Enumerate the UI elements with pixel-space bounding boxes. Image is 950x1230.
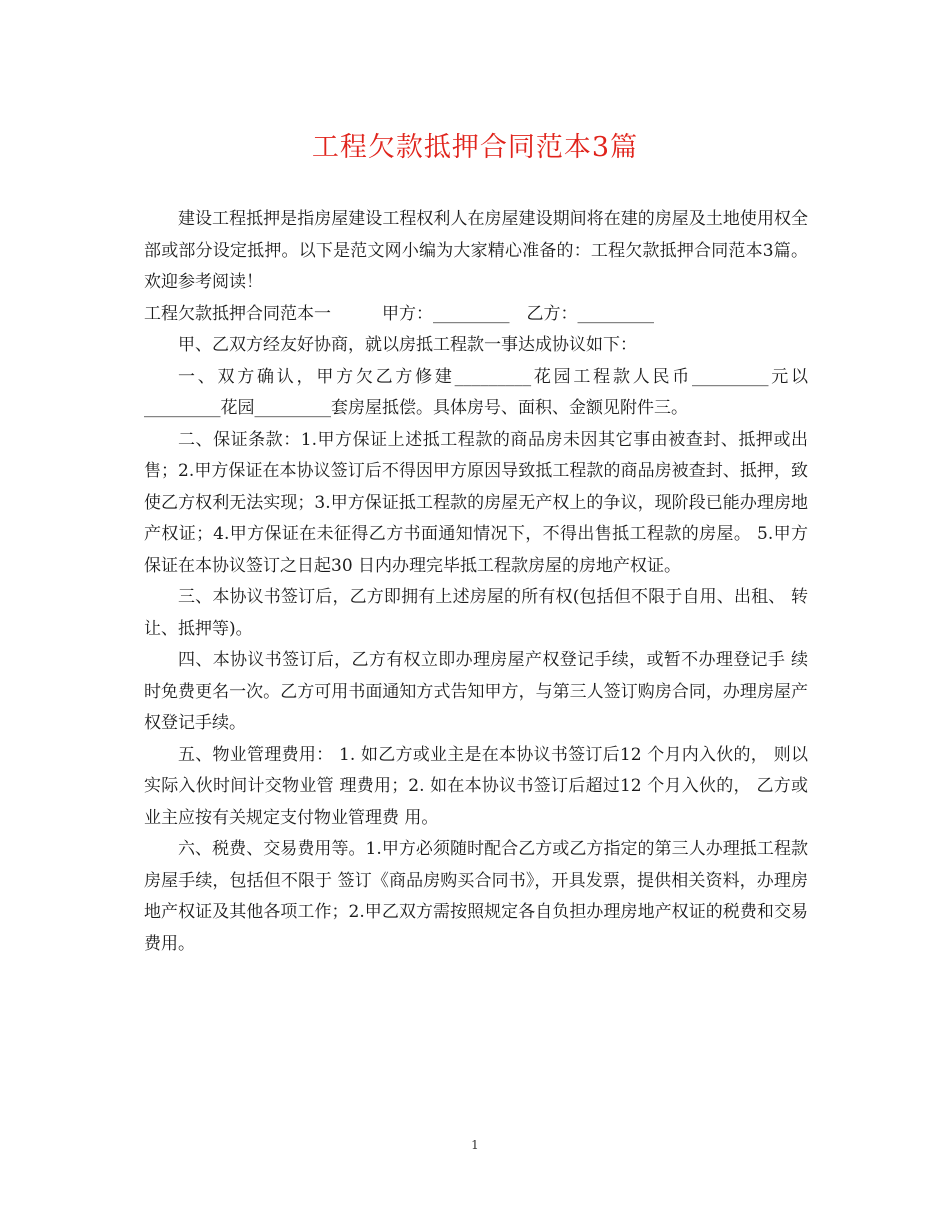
document-body <box>144 204 808 960</box>
clause-1: 一、双方确认，甲方欠乙方修建_________花园工程款人民币_________元以_________花园_________套房屋抵偿。具体房号、面积、金额见附件三。 <box>144 366 808 418</box>
agreement-preamble: 甲、乙双方经友好协商，就以房抵工程款一事达成协议如下： <box>178 335 637 355</box>
clause-5: 五、物业管理费用： 1. 如乙方或业主是在本协议书签订后12 个月内入伙的， 则以实际入伙时间计交物业管 理费用；2. 如在本协议书签订后超过12 个月入伙的， 乙方或业主应按有关规定支付物业管理费 用。 <box>144 744 808 828</box>
contract-header-line: 工程欠款抵押合同范本一 甲方：_________ 乙方：_________ <box>144 303 654 324</box>
clause-3: 三、本协议书签订后，乙方即拥有上述房屋的所有权(包括但不限于自用、出租、 转让、抵押等)。 <box>144 587 808 639</box>
clause-4: 四、本协议书签订后，乙方有权立即办理房屋产权登记手续，或暂不办理登记手 续时免费更名一次。乙方可用书面通知方式告知甲方，与第三人签订购房合同，办理房屋产 权登记手续。 <box>144 650 808 733</box>
document-title: 工程欠款抵押合同范本3篇 <box>311 132 639 163</box>
page-number: 1 <box>471 1138 479 1152</box>
clause-6: 六、税费、交易费用等。1.甲方必须随时配合乙方或乙方指定的第三人办理抵工程款房屋手续，包括但不限于 签订《商品房购买合同书》，开具发票，提供相关资料，办理房地产权证及其他各项工作；2.甲乙双方需按照规定各自负担办理房地产权证的税费和交易费用。 <box>144 839 808 954</box>
intro-paragraph: 建设工程抵押是指房屋建设工程权利人在房屋建设期间将在建的房屋及土地使用权全部或部分设定抵押。以下是范文网小编为大家精心准备的：工程欠款抵押合同范本3篇。欢迎参考阅读！ <box>144 209 808 292</box>
clause-2: 二、保证条款：1.甲方保证上述抵工程款的商品房未因其它事由被查封、抵押或出售；2.甲方保证在本协议签订后不得因甲方原因导致抵工程款的商品房被查封、抵押，致 使乙方权利无法实现；3.甲方保证抵工程款的房屋无产权上的争议，现阶段已能办理房地产权证；4.甲方保证在未征得乙方书面通知情况下，不得出售抵工程款的房屋。 5.甲方保证在本协议签订之日起30 日内办理完毕抵工程款房屋的房地产权证。 <box>144 429 808 576</box>
